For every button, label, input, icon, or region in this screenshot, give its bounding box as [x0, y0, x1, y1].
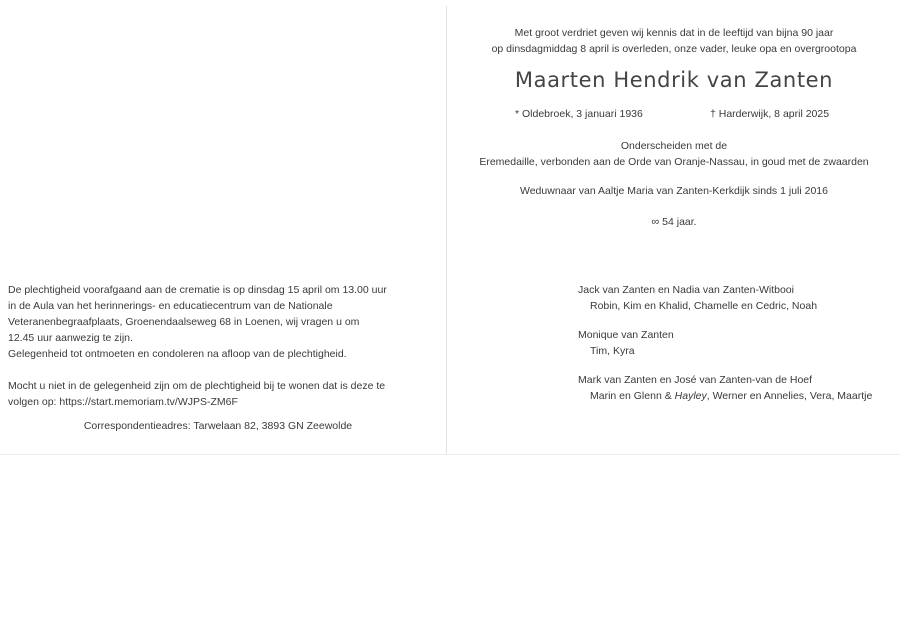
family-parents: Jack van Zanten en Nadia van Zanten-Witbooi — [578, 284, 794, 296]
intro-line: Met groot verdriet geven wij kennis dat in de leeftijd van bijna 90 jaar — [514, 27, 834, 39]
children-text-italic: Hayley — [674, 390, 707, 402]
death-info: † Harderwijk, 8 april 2025 — [710, 108, 830, 120]
ceremony-line: in de Aula van het herinnerings- en educatiecentrum van de Nationale — [8, 300, 333, 312]
family-parents: Mark van Zanten en José van Zanten-van de Hoef — [578, 374, 813, 386]
wedding-rings-icon: ∞ — [651, 216, 660, 228]
family-parents: Monique van Zanten — [578, 329, 674, 341]
deceased-name: Maarten Hendrik van Zanten — [514, 68, 834, 92]
stream-line: Mocht u niet in de gelegenheid zijn om de plechtigheid bij te wonen dat is deze te — [8, 380, 386, 392]
announcement-intro — [448, 25, 900, 57]
ceremony-info — [8, 282, 428, 410]
marriage-duration — [448, 216, 900, 228]
intro-line: op dinsdagmiddag 8 april is overleden, onze vader, leuke opa en overgrootopa — [491, 43, 857, 55]
ceremony-line: 12.45 uur aanwezig te zijn. — [8, 332, 133, 344]
ceremony-line: De plechtigheid voorafgaand aan de crematie is op dinsdag 15 april om 13.00 uur — [8, 284, 387, 296]
children-text: Marin en Glenn & — [590, 390, 675, 402]
family-group — [578, 327, 674, 359]
birth-info: * Oldebroek, 3 januari 1936 — [515, 108, 643, 120]
correspondence-address: Correspondentieadres: Tarwelaan 82, 3893 GN Zeewolde — [83, 420, 353, 432]
children-text: , Werner en Annelies, Vera, Maartje — [706, 390, 873, 402]
family-group — [578, 282, 817, 314]
honor-line: Eremedaille, verbonden aan de Orde van Oranje-Nassau, in goud met de zwaarden — [479, 156, 869, 168]
card-fold-line — [446, 6, 447, 454]
family-children — [578, 388, 872, 404]
family-children: Robin, Kim en Khalid, Chamelle en Cedric, Noah — [590, 300, 818, 312]
ceremony-line: Veteranenbegraafplaats, Groenendaalseweg 68 in Loenen, wij vragen u om — [8, 316, 360, 328]
honor-text — [448, 138, 900, 170]
marriage-years: 54 jaar. — [662, 216, 697, 228]
family-group — [578, 372, 872, 404]
family-children: Tim, Kyra — [590, 345, 635, 357]
card-bottom-edge — [0, 454, 900, 455]
stream-line: volgen op: https://start.memoriam.tv/WJPS-ZM6F — [8, 396, 238, 408]
ceremony-line: Gelegenheid tot ontmoeten en condoleren na afloop van de plechtigheid. — [8, 348, 347, 360]
widower-text: Weduwnaar van Aaltje Maria van Zanten-Kerkdijk sinds 1 juli 2016 — [520, 185, 828, 197]
honor-line: Onderscheiden met de — [620, 140, 728, 152]
